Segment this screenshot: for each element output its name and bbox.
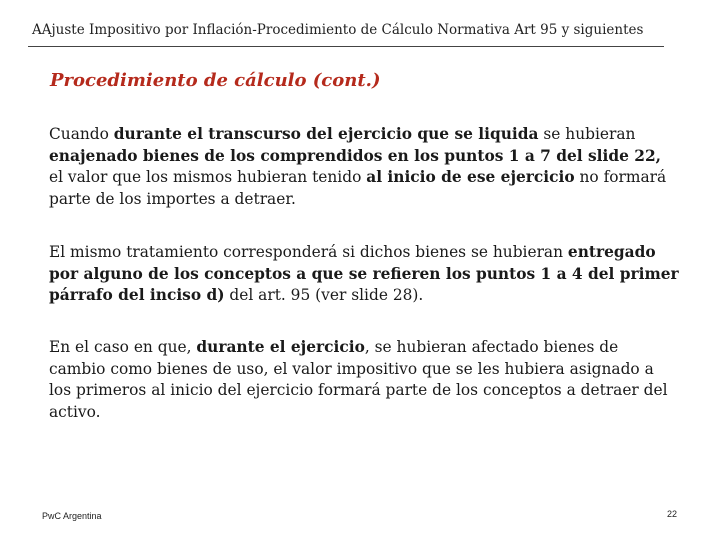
page-number: 22 [666, 509, 677, 519]
paragraph-1 [49, 124, 679, 210]
footer-company: PwC Argentina [42, 511, 102, 521]
bold-text-segment: entregado por alguno de los conceptos a que se refieren los puntos 1 a 4 del primer párrafo del inciso d) [49, 243, 679, 304]
text-segment: El mismo tratamiento corresponderá si dichos bienes se hubieran [49, 243, 568, 261]
text-segment: el valor que los mismos hubieran tenido [49, 168, 367, 186]
slide-header: AAjuste Impositivo por Inflación-Procedimiento de Cálculo Normativa Art 95 y siguientes [32, 22, 644, 38]
text-segment: se hubieran [538, 125, 636, 143]
header-divider [28, 46, 664, 47]
text-segment: Cuando [49, 125, 114, 143]
bold-text-segment: enajenado bienes de los comprendidos en los puntos 1 a 7 del slide 22, [49, 146, 662, 165]
paragraph-2 [49, 242, 679, 307]
slide-title: Procedimiento de cálculo (cont.) [50, 70, 381, 91]
text-segment: En el caso en que, [49, 338, 197, 356]
bold-text-segment: durante el transcurso del ejercicio que se liquida [113, 125, 539, 143]
text-segment: no formará parte de los importes a detraer. [49, 168, 667, 208]
paragraph-3 [49, 337, 679, 423]
text-segment: , se hubieran afectado bienes de cambio como bienes de uso, el valor impositivo que se les hubiera asignado a los primeros al inicio del ejercicio formará parte de los conceptos a detraer del activo. [49, 338, 668, 421]
text-segment: del art. 95 (ver slide 28). [224, 286, 424, 304]
bold-text-segment: durante el ejercicio [196, 338, 365, 356]
bold-text-segment: al inicio de ese ejercicio [366, 168, 575, 186]
